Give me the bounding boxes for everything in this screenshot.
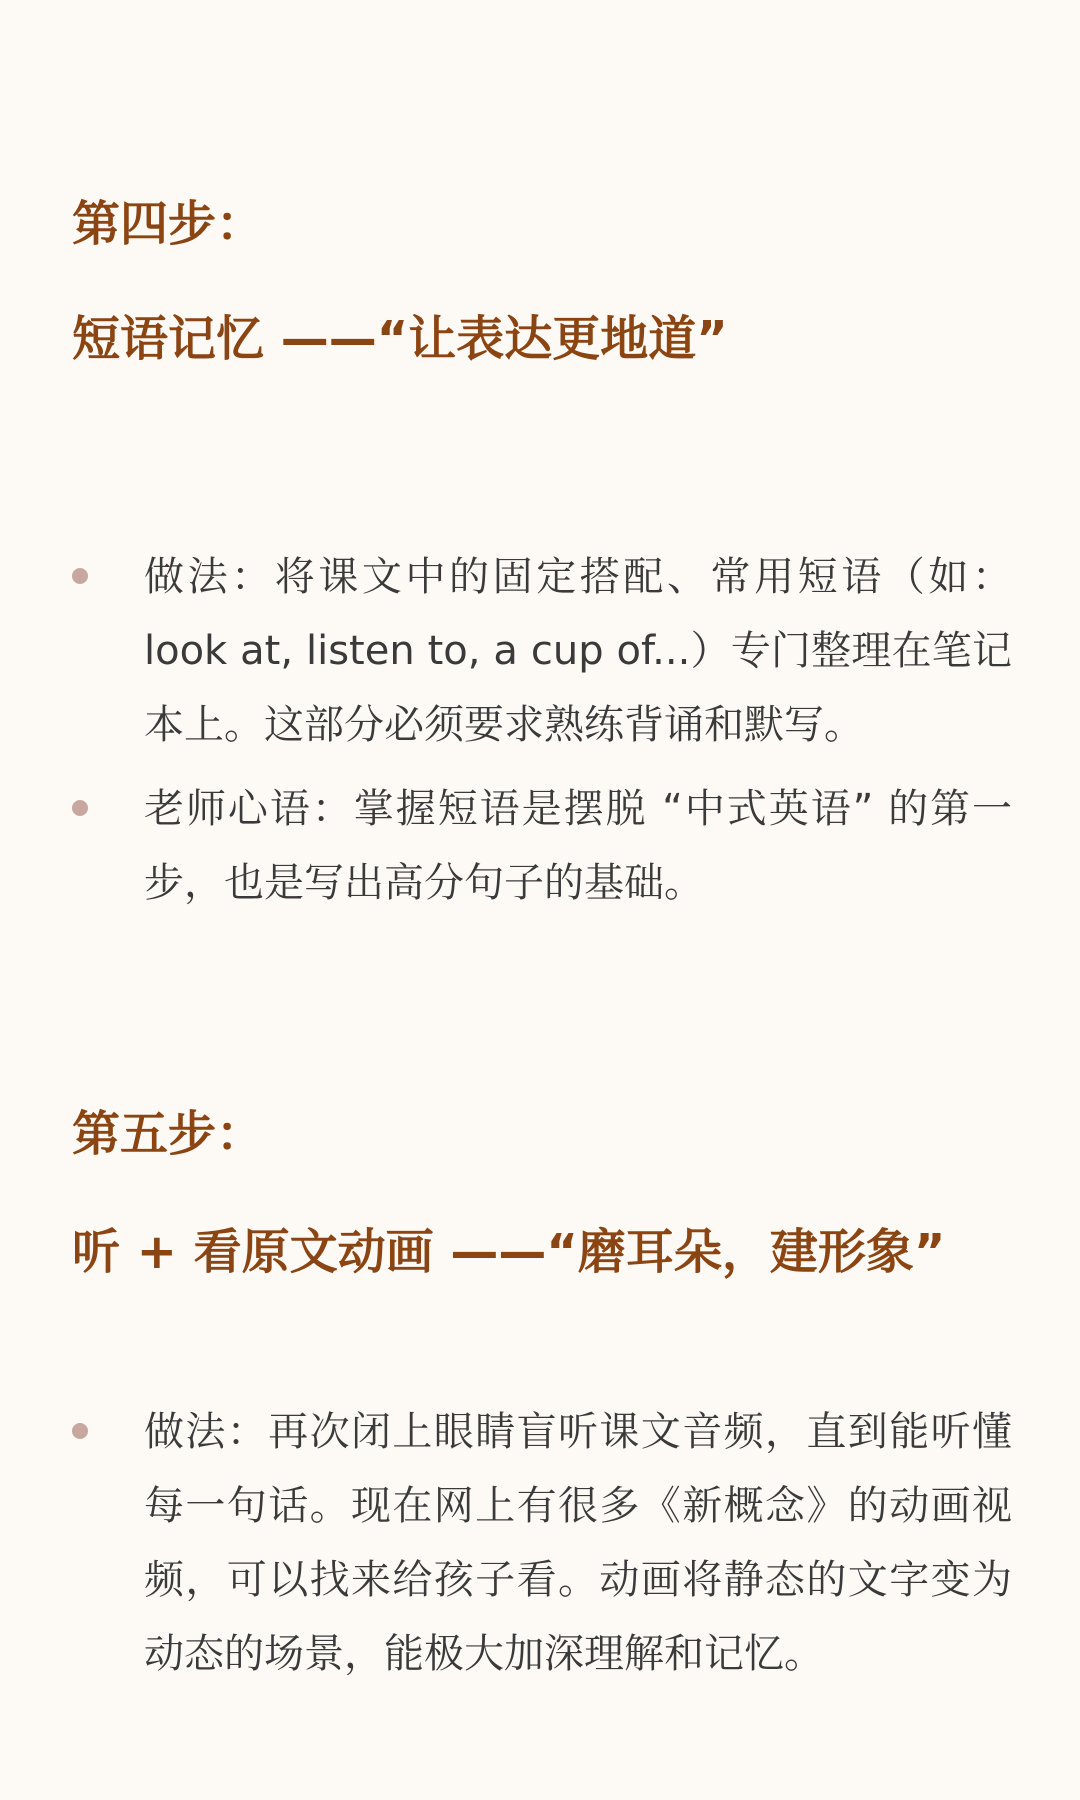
- step4-list: [72, 540, 1012, 930]
- step4-label: 第四步：: [72, 196, 265, 252]
- bullet-dot-icon: [72, 1423, 88, 1439]
- bullet-dot-icon: [72, 568, 88, 584]
- list-item: [72, 540, 1012, 762]
- step5-label: 第五步：: [72, 1106, 265, 1162]
- step5-title: 听 + 看原文动画 ——“磨耳朵，建形象”: [72, 1224, 946, 1280]
- step5-list: [72, 1395, 1012, 1701]
- bullet-dot-icon: [72, 800, 88, 816]
- list-item: [72, 1395, 1012, 1691]
- step4-title: 短语记忆 ——“让表达更地道”: [72, 311, 728, 367]
- list-item: [72, 772, 1012, 920]
- step4-teacher-note-text: 老师心语：掌握短语是摆脱 “中式英语” 的第一步，也是写出高分句子的基础。: [144, 786, 1012, 906]
- step5-method-text: 做法：再次闭上眼睛盲听课文音频，直到能听懂每一句话。现在网上有很多《新概念》的动画视频，可以找来给孩子看。动画将静态的文字变为动态的场景，能极大加深理解和记忆。: [144, 1409, 1012, 1677]
- step4-method-text: 做法：将课文中的固定搭配、常用短语（如：look at, listen to, a cup of...）专门整理在笔记本上。这部分必须要求熟练背诵和默写。: [144, 554, 1012, 748]
